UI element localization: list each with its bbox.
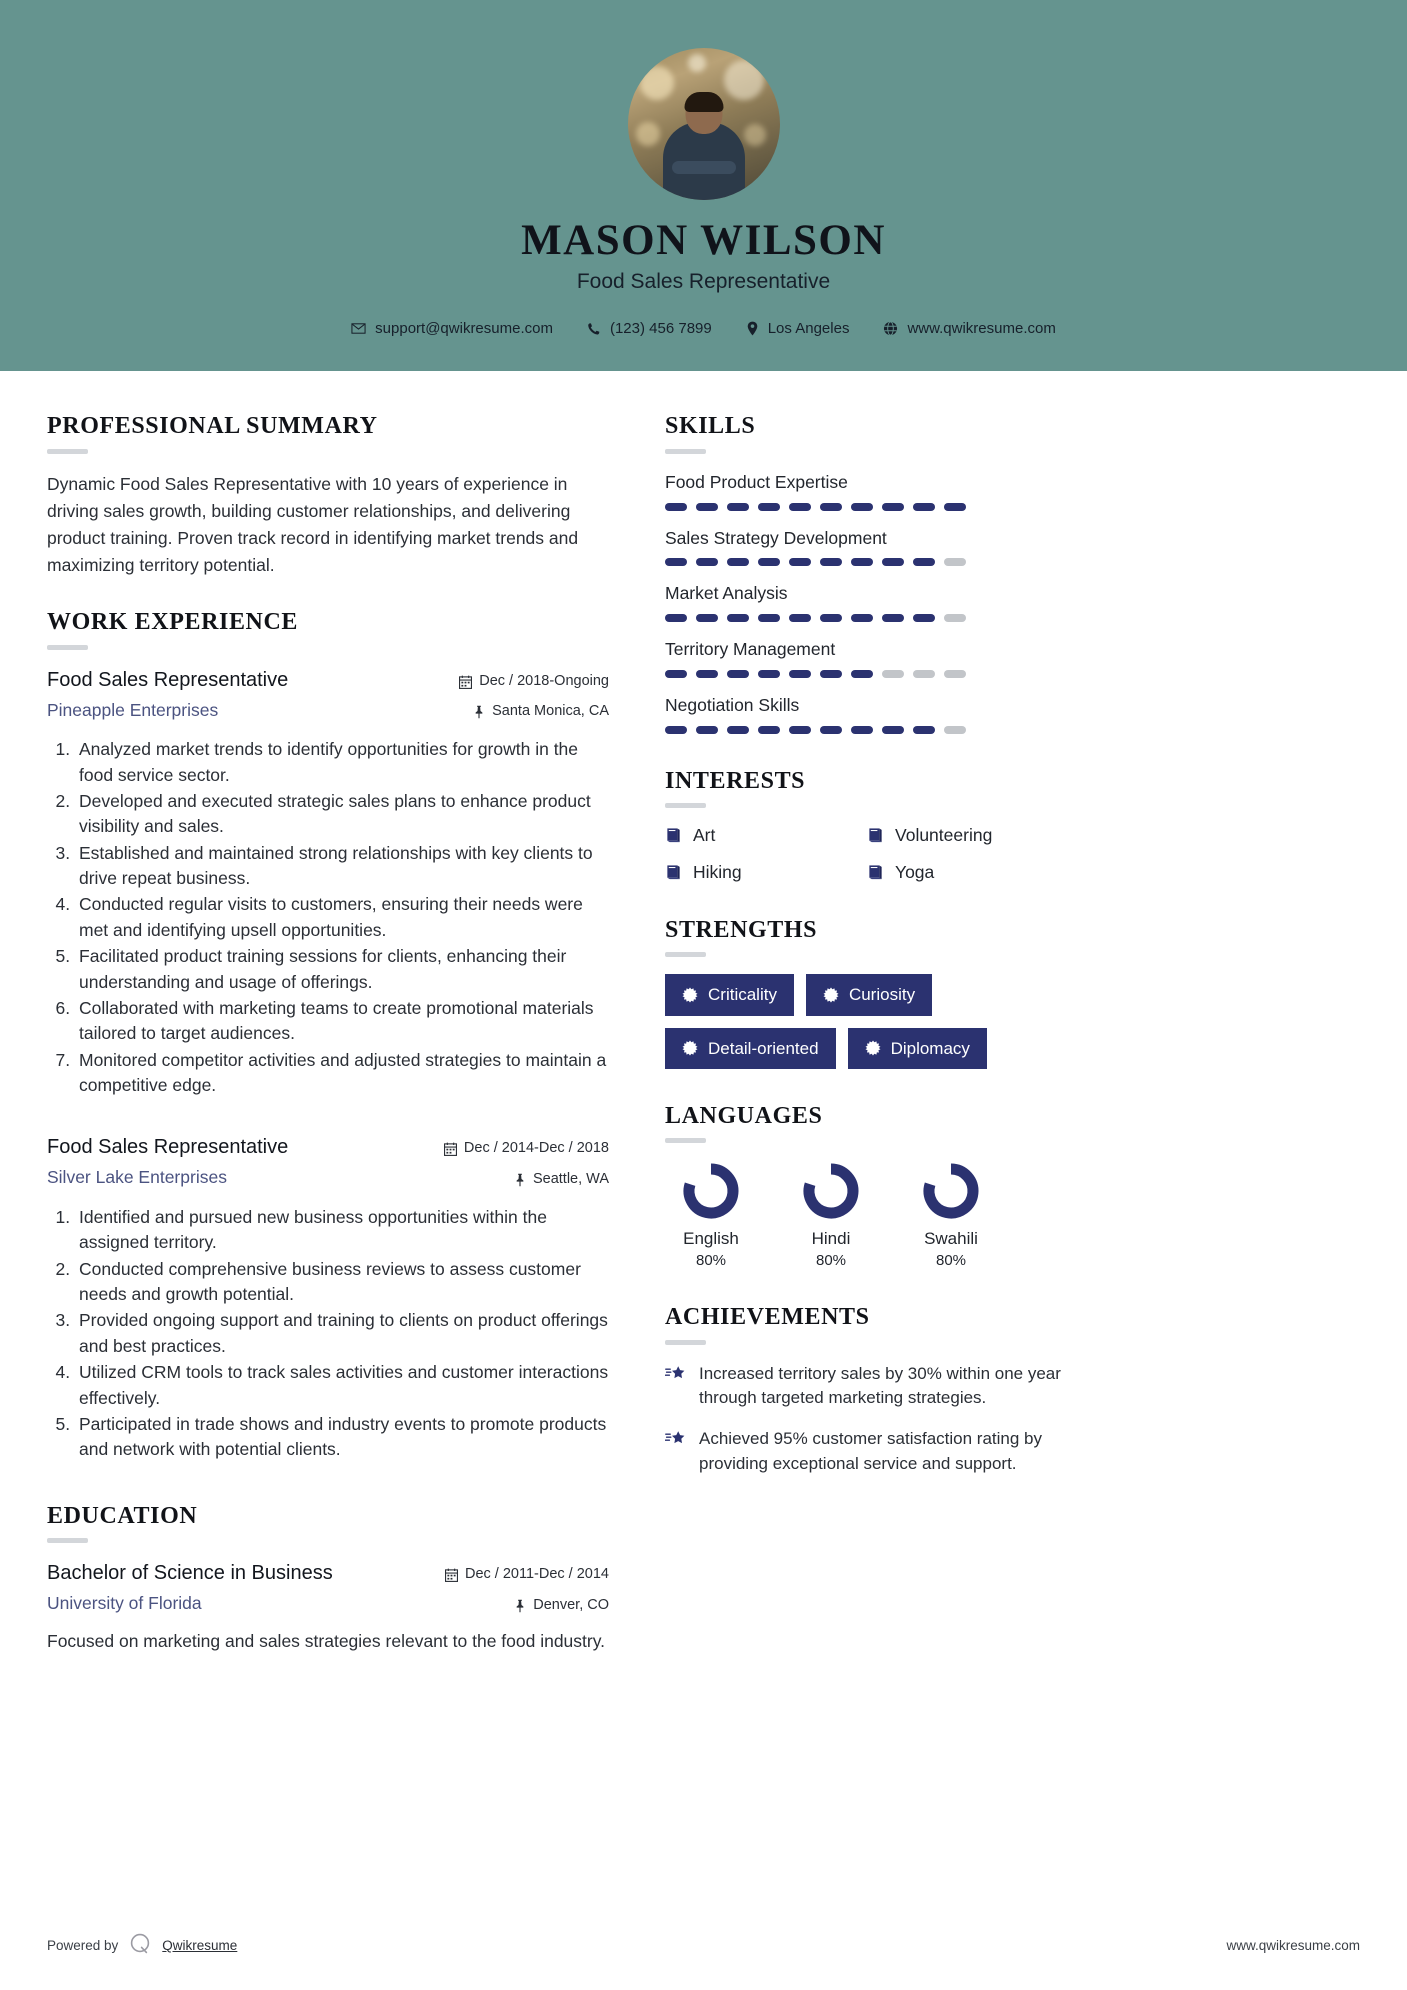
list-item: 7. Monitored competitor activities and adjusted strategies to maintain a competitive edge. [75, 1048, 609, 1099]
section-title-skills: SKILLS [665, 413, 756, 440]
calendar-icon [444, 1142, 457, 1156]
phone-icon [587, 322, 601, 336]
skill-dash-filled [944, 503, 966, 511]
skill-item [665, 638, 1063, 678]
skill-item [665, 694, 1063, 734]
skill-dash-empty [944, 670, 966, 678]
work-dates-label: Dec / 2014-Dec / 2018 [463, 1140, 609, 1157]
work-organization[interactable]: Pineapple Enterprises [47, 699, 219, 720]
language-donut-chart [665, 1160, 757, 1222]
job-role-subtitle: Food Sales Representative [576, 270, 831, 294]
globe-icon [883, 321, 898, 336]
skill-dash-filled [882, 614, 904, 622]
skill-label: Territory Management [665, 639, 836, 660]
section-achievements [665, 1304, 1063, 1476]
section-professional-summary [47, 413, 609, 579]
education-location [445, 1595, 609, 1617]
strengths-list [665, 974, 1063, 1069]
skill-dash-empty [944, 558, 966, 566]
achievement-item [665, 1362, 1063, 1411]
burst-icon [682, 1040, 698, 1056]
education-degree: Bachelor of Science in Business [47, 1562, 333, 1585]
section-interests [665, 768, 1063, 883]
language-percent: 80% [935, 1251, 967, 1269]
work-dates [444, 1138, 609, 1160]
section-rule [665, 803, 706, 808]
burst-icon [823, 987, 839, 1003]
footer-brand-group [47, 1931, 237, 1960]
skill-dash-filled [789, 670, 811, 678]
strength-badge [806, 974, 932, 1015]
work-bullets [47, 1205, 609, 1463]
skill-dash-filled [789, 558, 811, 566]
skill-dash-filled [851, 670, 873, 678]
achievement-text: Achieved 95% customer satisfaction rating by providing exceptional service and support. [699, 1428, 1043, 1473]
section-title-professional-summary: PROFESSIONAL SUMMARY [47, 413, 378, 440]
list-item: 3. Established and maintained strong relationships with key clients to drive repeat business. [75, 841, 609, 892]
skill-dash-filled [820, 614, 842, 622]
education-location-label: Denver, CO [533, 1596, 609, 1613]
burst-icon [865, 1040, 881, 1056]
interest-label: Yoga [895, 861, 935, 882]
skill-dash-filled [665, 670, 687, 678]
skill-dash-filled [696, 726, 718, 734]
list-item: 6. Collaborated with marketing teams to create promotional materials tailored to target audiences. [75, 996, 609, 1047]
list-item: 3. Provided ongoing support and training to clients on product offerings and best practices. [75, 1308, 609, 1359]
skill-dash-filled [882, 503, 904, 511]
interest-item [867, 862, 1063, 883]
section-title-work-experience: WORK EXPERIENCE [47, 609, 299, 636]
skill-dash-filled [851, 558, 873, 566]
book-icon [867, 827, 884, 844]
section-title-education: EDUCATION [47, 1502, 198, 1529]
skill-dash-filled [758, 558, 780, 566]
book-icon [665, 864, 682, 881]
skill-dash-empty [944, 614, 966, 622]
list-item: 2. Developed and executed strategic sales plans to enhance product visibility and sales. [75, 789, 609, 840]
skill-dash-filled [727, 503, 749, 511]
skill-dash-filled [882, 558, 904, 566]
skill-dash-filled [820, 726, 842, 734]
language-donut-chart [785, 1160, 877, 1222]
work-location [459, 701, 609, 723]
resume-header [0, 0, 1407, 371]
section-skills [665, 413, 1063, 733]
skill-label: Market Analysis [665, 583, 788, 604]
section-title-achievements: ACHIEVEMENTS [665, 1304, 870, 1331]
education-dates-label: Dec / 2011-Dec / 2014 [464, 1566, 609, 1583]
book-icon [665, 827, 682, 844]
section-rule [665, 1138, 706, 1143]
section-work-experience [47, 609, 609, 1462]
interest-label: Volunteering [895, 824, 993, 845]
contact-email[interactable] [334, 320, 570, 337]
skill-dash-filled [758, 503, 780, 511]
language-label: English [683, 1229, 739, 1249]
avatar [628, 48, 780, 200]
skill-dash-filled [758, 614, 780, 622]
interest-item [665, 825, 861, 846]
section-languages [665, 1103, 1063, 1270]
languages-list [665, 1160, 1063, 1270]
education-school[interactable]: University of Florida [47, 1593, 202, 1614]
book-icon [867, 864, 884, 881]
contact-phone[interactable] [570, 320, 729, 337]
work-job-title: Food Sales Representative [47, 668, 289, 691]
professional-summary-text: Dynamic Food Sales Representative with 10 years of experience in driving sales growth, building customer relationships, and delivering product training. Proven track record in identifying market trends and maximizing territory potential. [47, 473, 579, 576]
skill-dash-empty [882, 670, 904, 678]
language-label: Hindi [811, 1229, 851, 1249]
footer-powered-by-label: Powered by [47, 1938, 119, 1953]
work-organization[interactable]: Silver Lake Enterprises [47, 1167, 227, 1188]
skill-dash-empty [944, 726, 966, 734]
contact-location [729, 320, 867, 337]
skill-dash-filled [727, 726, 749, 734]
language-item [785, 1160, 877, 1270]
work-dates-label: Dec / 2018-Ongoing [479, 672, 609, 689]
skill-dash-filled [696, 614, 718, 622]
strength-badge [665, 974, 794, 1015]
calendar-icon [459, 675, 472, 689]
page-footer [0, 1905, 1407, 1990]
skill-dash-filled [727, 670, 749, 678]
skill-item [665, 471, 1063, 511]
skill-item [665, 527, 1063, 567]
achievement-text: Increased territory sales by 30% within one year through targeted marketing strategies. [699, 1363, 1061, 1408]
pushpin-icon [473, 705, 485, 719]
language-percent: 80% [815, 1251, 847, 1269]
skill-label: Sales Strategy Development [665, 527, 887, 548]
section-rule [665, 1340, 706, 1345]
section-strengths [665, 917, 1063, 1069]
work-location-label: Santa Monica, CA [492, 703, 609, 720]
skill-dash-filled [851, 726, 873, 734]
burst-icon [682, 987, 698, 1003]
section-rule [665, 952, 706, 957]
skill-rating [665, 503, 1063, 511]
skill-dash-filled [727, 558, 749, 566]
skill-dash-filled [820, 558, 842, 566]
page-title: MASON WILSON [521, 217, 886, 264]
section-title-languages: LANGUAGES [665, 1102, 823, 1129]
right-column [643, 413, 1063, 1905]
pushpin-icon [514, 1173, 526, 1187]
skill-dash-filled [665, 614, 687, 622]
envelope-icon [351, 321, 366, 336]
list-item: 1. Analyzed market trends to identify opportunities for growth in the food service sector. [75, 737, 609, 788]
skill-dash-filled [696, 670, 718, 678]
work-entry [47, 667, 609, 1099]
strength-badge [848, 1028, 987, 1069]
education-dates [445, 1564, 609, 1586]
interest-item [665, 862, 861, 883]
work-job-title: Food Sales Representative [47, 1136, 289, 1159]
skill-dash-filled [789, 614, 811, 622]
resume-body [0, 371, 1407, 1905]
skill-dash-filled [851, 614, 873, 622]
skill-dash-empty [913, 670, 935, 678]
interests-grid [665, 825, 1063, 883]
list-item: 4. Utilized CRM tools to track sales activities and customer interactions effectively. [75, 1360, 609, 1411]
skill-rating [665, 558, 1063, 566]
pushpin-icon [514, 1599, 526, 1613]
skill-dash-filled [696, 558, 718, 566]
footer-website[interactable]: www.qwikresume.com [1226, 1938, 1360, 1953]
skill-dash-filled [758, 670, 780, 678]
interest-label: Art [693, 824, 716, 845]
footer-brand-link[interactable]: Qwikresume [162, 1938, 238, 1953]
skill-dash-filled [820, 670, 842, 678]
interest-label: Hiking [693, 861, 742, 882]
language-item [665, 1160, 757, 1270]
section-education [47, 1503, 609, 1654]
work-location-label: Seattle, WA [532, 1171, 609, 1188]
section-title-strengths: STRENGTHS [665, 916, 818, 943]
list-item: 2. Conducted comprehensive business reviews to assess customer needs and growth potential. [75, 1257, 609, 1308]
skill-dash-filled [820, 503, 842, 511]
skill-rating [665, 614, 1063, 622]
language-item [905, 1160, 997, 1270]
left-column [47, 413, 643, 1905]
list-item: 1. Identified and pursued new business opportunities within the assigned territory. [75, 1205, 609, 1256]
map-pin-icon [746, 321, 759, 336]
list-item: 5. Facilitated product training sessions for clients, enhancing their understanding and usage of offerings. [75, 944, 609, 995]
skill-label: Negotiation Skills [665, 694, 800, 715]
shooting-star-icon [665, 1427, 687, 1449]
list-item: 5. Participated in trade shows and industry events to promote products and network with potential clients. [75, 1412, 609, 1463]
strength-label: Diplomacy [890, 1038, 970, 1058]
skill-dash-filled [851, 503, 873, 511]
skill-dash-filled [913, 614, 935, 622]
strength-label: Detail-oriented [708, 1038, 819, 1058]
language-percent: 80% [695, 1251, 727, 1269]
shooting-star-icon [665, 1362, 687, 1384]
interest-item [867, 825, 1063, 846]
skill-dash-filled [665, 558, 687, 566]
skill-dash-filled [913, 726, 935, 734]
skill-dash-filled [665, 726, 687, 734]
skill-item [665, 582, 1063, 622]
contact-row [0, 320, 1407, 337]
list-item: 4. Conducted regular visits to customers, ensuring their needs were met and identifying upsell opportunities. [75, 892, 609, 943]
section-rule [47, 449, 88, 454]
skill-dash-filled [913, 558, 935, 566]
strength-badge [665, 1028, 836, 1069]
contact-website-label: www.qwikresume.com [907, 320, 1056, 338]
section-title-interests: INTERESTS [665, 767, 806, 794]
section-rule [47, 1538, 88, 1543]
skill-dash-filled [913, 503, 935, 511]
work-bullets [47, 737, 609, 1098]
skill-label: Food Product Expertise [665, 471, 848, 492]
language-donut-chart [905, 1160, 997, 1222]
contact-email-label: support@qwikresume.com [375, 320, 553, 338]
work-location [444, 1169, 609, 1191]
work-dates [459, 671, 609, 693]
skill-dash-filled [789, 503, 811, 511]
section-rule [47, 645, 88, 650]
strength-label: Criticality [708, 985, 777, 1005]
strength-label: Curiosity [848, 985, 916, 1005]
skill-rating [665, 726, 1063, 734]
contact-website[interactable] [866, 320, 1072, 337]
education-description: Focused on marketing and sales strategies relevant to the food industry. [47, 1630, 606, 1651]
skill-dash-filled [789, 726, 811, 734]
skill-dash-filled [758, 726, 780, 734]
skill-rating [665, 670, 1063, 678]
achievement-item [665, 1427, 1063, 1476]
language-label: Swahili [924, 1229, 978, 1249]
skill-dash-filled [696, 503, 718, 511]
qwikresume-q-logo-icon [127, 1931, 153, 1960]
contact-location-label: Los Angeles [767, 320, 850, 338]
section-rule [665, 449, 706, 454]
skill-dash-filled [665, 503, 687, 511]
skill-dash-filled [727, 614, 749, 622]
calendar-icon [445, 1568, 458, 1582]
contact-phone-label: (123) 456 7899 [609, 320, 712, 338]
skill-dash-filled [882, 726, 904, 734]
work-entry [47, 1134, 609, 1462]
education-entry [47, 1560, 609, 1654]
